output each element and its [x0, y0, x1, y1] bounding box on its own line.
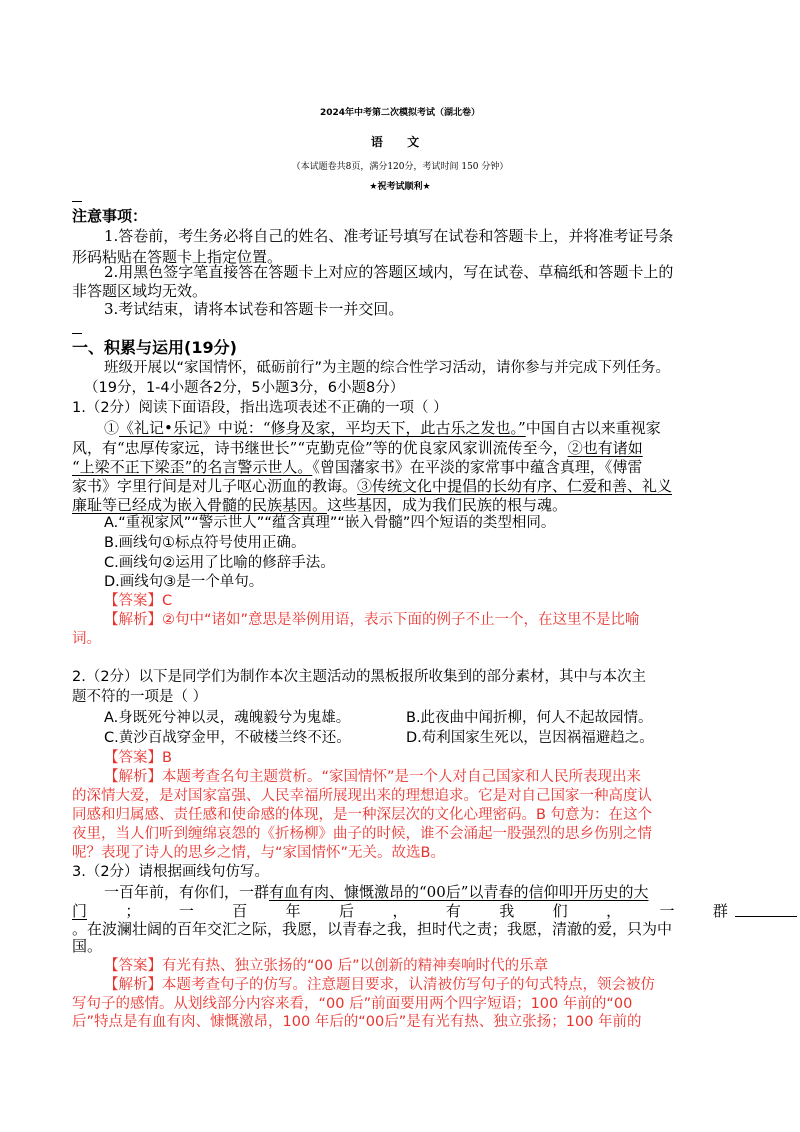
analysis-line: 夜里，当人们听到缠绵哀怨的《折杨柳》曲子的时候，谁不会涌起一股强烈的思乡伤别之情: [72, 826, 652, 842]
notice-line: 非答题区域均无效。: [72, 282, 208, 300]
question-3-stem: 3.（2分）请根据画线句仿写。: [72, 864, 270, 880]
passage-line: [104, 882, 648, 902]
question-2-stem: 题不符的一项是（ ）: [72, 689, 208, 705]
fill-in-line: [72, 901, 728, 921]
passage-text: 后: [339, 902, 355, 920]
option-a: A.身既死兮神以灵，魂魄毅兮为鬼雄。: [104, 710, 351, 726]
passage-line: 国。: [72, 937, 103, 955]
underlined-sentence-1: 《礼记•乐记》中说：“修身及家，平均天下，此古乐之发也。”: [119, 419, 526, 437]
analysis-line: 呢？表现了诗人的思乡之情，与“家国情怀”无关。故选B。: [72, 845, 445, 861]
underlined-sentence-2: “上梁不正下梁歪”的名言警示世人。: [72, 458, 313, 476]
passage-line: [72, 457, 642, 477]
option-d: D.苟利国家生死以，岂因祸福避趋之。: [406, 730, 654, 746]
analysis-line: 后”特点是有血有肉、慷慨激昂，100 年后的“00后”是有光有热、独立张扬；100 年前的: [72, 1014, 642, 1030]
passage-text: 家书》字里行间是对儿子呕心沥血的教诲。: [72, 477, 358, 495]
underlined-sentence-3: ③传统文化中提倡的长幼有序、仁爱和善、礼义: [357, 477, 673, 495]
marker: ①: [104, 419, 120, 437]
analysis-line: 写句子的感情。从划线部分内容来看，“00 后”前面要用两个四字短语；100 年前的“00: [72, 996, 633, 1012]
analysis-line: 同感和归属感、责任感和使命感的体现，是一种深层次的文化心理密码。B 句意为：在这个: [72, 807, 653, 823]
passage-text: ，: [606, 902, 622, 920]
notice-heading: 注意事项：: [72, 207, 148, 225]
passage-text: 有: [445, 902, 461, 920]
answer-blank-line[interactable]: [735, 916, 797, 917]
passage-text: 一百年前，有你们，一群: [104, 883, 270, 901]
analysis-line: 【解析】②句中“诸如”意思是举例用语，表示下面的例子不止一个，在这里不是比喻: [104, 612, 640, 628]
answer: 【答案】C: [104, 593, 173, 609]
option-a: A.“重视家风”“警示世人”“蕴含真理”“嵌入骨髓”四个短语的类型相同。: [104, 515, 556, 531]
divider: [72, 333, 82, 334]
question-1-stem: 1.（2分）阅读下面语段，指出选项表述不正确的一项（ ）: [72, 400, 448, 416]
passage-text: 年: [285, 902, 301, 920]
analysis-line: 【解析】本题考查句子的仿写。注意题目要求，认清被仿写句子的句式特点，领会被仿: [104, 977, 655, 993]
underlined-model-sentence: 门: [72, 902, 88, 920]
analysis-line: 词。: [72, 631, 101, 647]
passage-text: 百: [232, 902, 248, 920]
passage-text: 这些基因，成为我们民族的根与魂。: [327, 496, 568, 514]
exam-info: （本试题卷共8页，满分120分，考试时间 150 分钟）: [291, 162, 509, 172]
passage-line: [72, 476, 672, 496]
option-d: D.画线句③是一个单句。: [104, 574, 264, 590]
passage-text: 一: [659, 902, 675, 920]
option-b: B.画线句①标点符号使用正确。: [104, 535, 306, 551]
passage-text: 群: [712, 902, 728, 920]
passage-line: [72, 438, 643, 458]
option-b: B.此夜曲中闻折柳，何人不起故园情。: [406, 710, 653, 726]
passage-text: 风，有“忠厚传家远，诗书继世长”“克勤克俭”等的优良家风家训流传至今，: [72, 439, 568, 457]
passage-line: 。在波澜壮阔的百年交汇之际，我愿，以青春之我，担时代之责；我愿，清澈的爱，只为中: [72, 920, 673, 938]
analysis-line: 的深情大爱，是对国家富强、人民幸福所展现出来的理想追求。它是对自己国家一种高度认: [72, 788, 652, 804]
section-intro: 班级开展以“家国情怀，砥砺前行”为主题的综合性学习活动，请你参与并完成下列任务。: [104, 360, 671, 376]
question-2-stem: 2.（2分）以下是同学们为制作本次主题活动的黑板报所收集到的部分素材，其中与本次主: [72, 669, 647, 685]
option-c: C.画线句②运用了比喻的修辞手法。: [104, 555, 335, 571]
passage-text: 我: [499, 902, 515, 920]
section-intro: （19分，1-4小题各2分，5小题3分，6小题8分）: [84, 380, 405, 396]
underlined-sentence-3: 廉耻等已经成为嵌入骨髓的民族基因。: [72, 496, 328, 514]
notice-line: 形码粘贴在答题卡上指定位置。: [72, 248, 283, 266]
passage-line: [104, 418, 661, 438]
passage-text: 们: [552, 902, 568, 920]
answer: 【答案】有光有热、独立张扬的“00 后”以创新的精神奏响时代的乐章: [104, 958, 549, 974]
passage-text: 中国自古以来重视家: [525, 419, 661, 437]
passage-text: ；: [125, 902, 141, 920]
section-heading: 一、积累与运用(19分): [72, 338, 237, 357]
option-c: C.黄沙百战穿金甲，不破楼兰终不还。: [104, 730, 351, 746]
underlined-model-sentence: 有血有肉、慷慨激昂的“00后”以青春的信仰叩开历史的大: [269, 883, 649, 901]
passage-line: [72, 495, 567, 515]
divider: [72, 201, 82, 202]
subject-title: 语 文: [370, 135, 430, 149]
analysis-line: 【解析】本题考查名句主题赏析。“家国情怀”是一个人对自己国家和人民所表现出来: [104, 769, 642, 785]
notice-line: 2.用黑色签字笔直接答在答题卡上对应的答题区域内，写在试卷、草稿纸和答题卡上的: [104, 263, 674, 281]
notice-line: 1.答卷前，考生务必将自己的姓名、准考证号填写在试卷和答题卡上，并将准考证号条: [104, 227, 674, 245]
answer: 【答案】B: [104, 750, 172, 766]
good-luck-banner: ★祝考试顺利★: [369, 182, 431, 192]
notice-line: 3.考试结束，请将本试卷和答题卡一并交回。: [104, 300, 404, 318]
passage-text: 《曾国藩家书》在平淡的家常事中蕴含真理，《傅雷: [312, 458, 643, 476]
passage-text: ，: [392, 902, 408, 920]
underlined-sentence-2: ②也有诸如: [567, 439, 643, 457]
exam-title: 2024年中考第二次模拟考试（湖北卷）: [319, 108, 481, 118]
passage-text: 一: [178, 902, 194, 920]
